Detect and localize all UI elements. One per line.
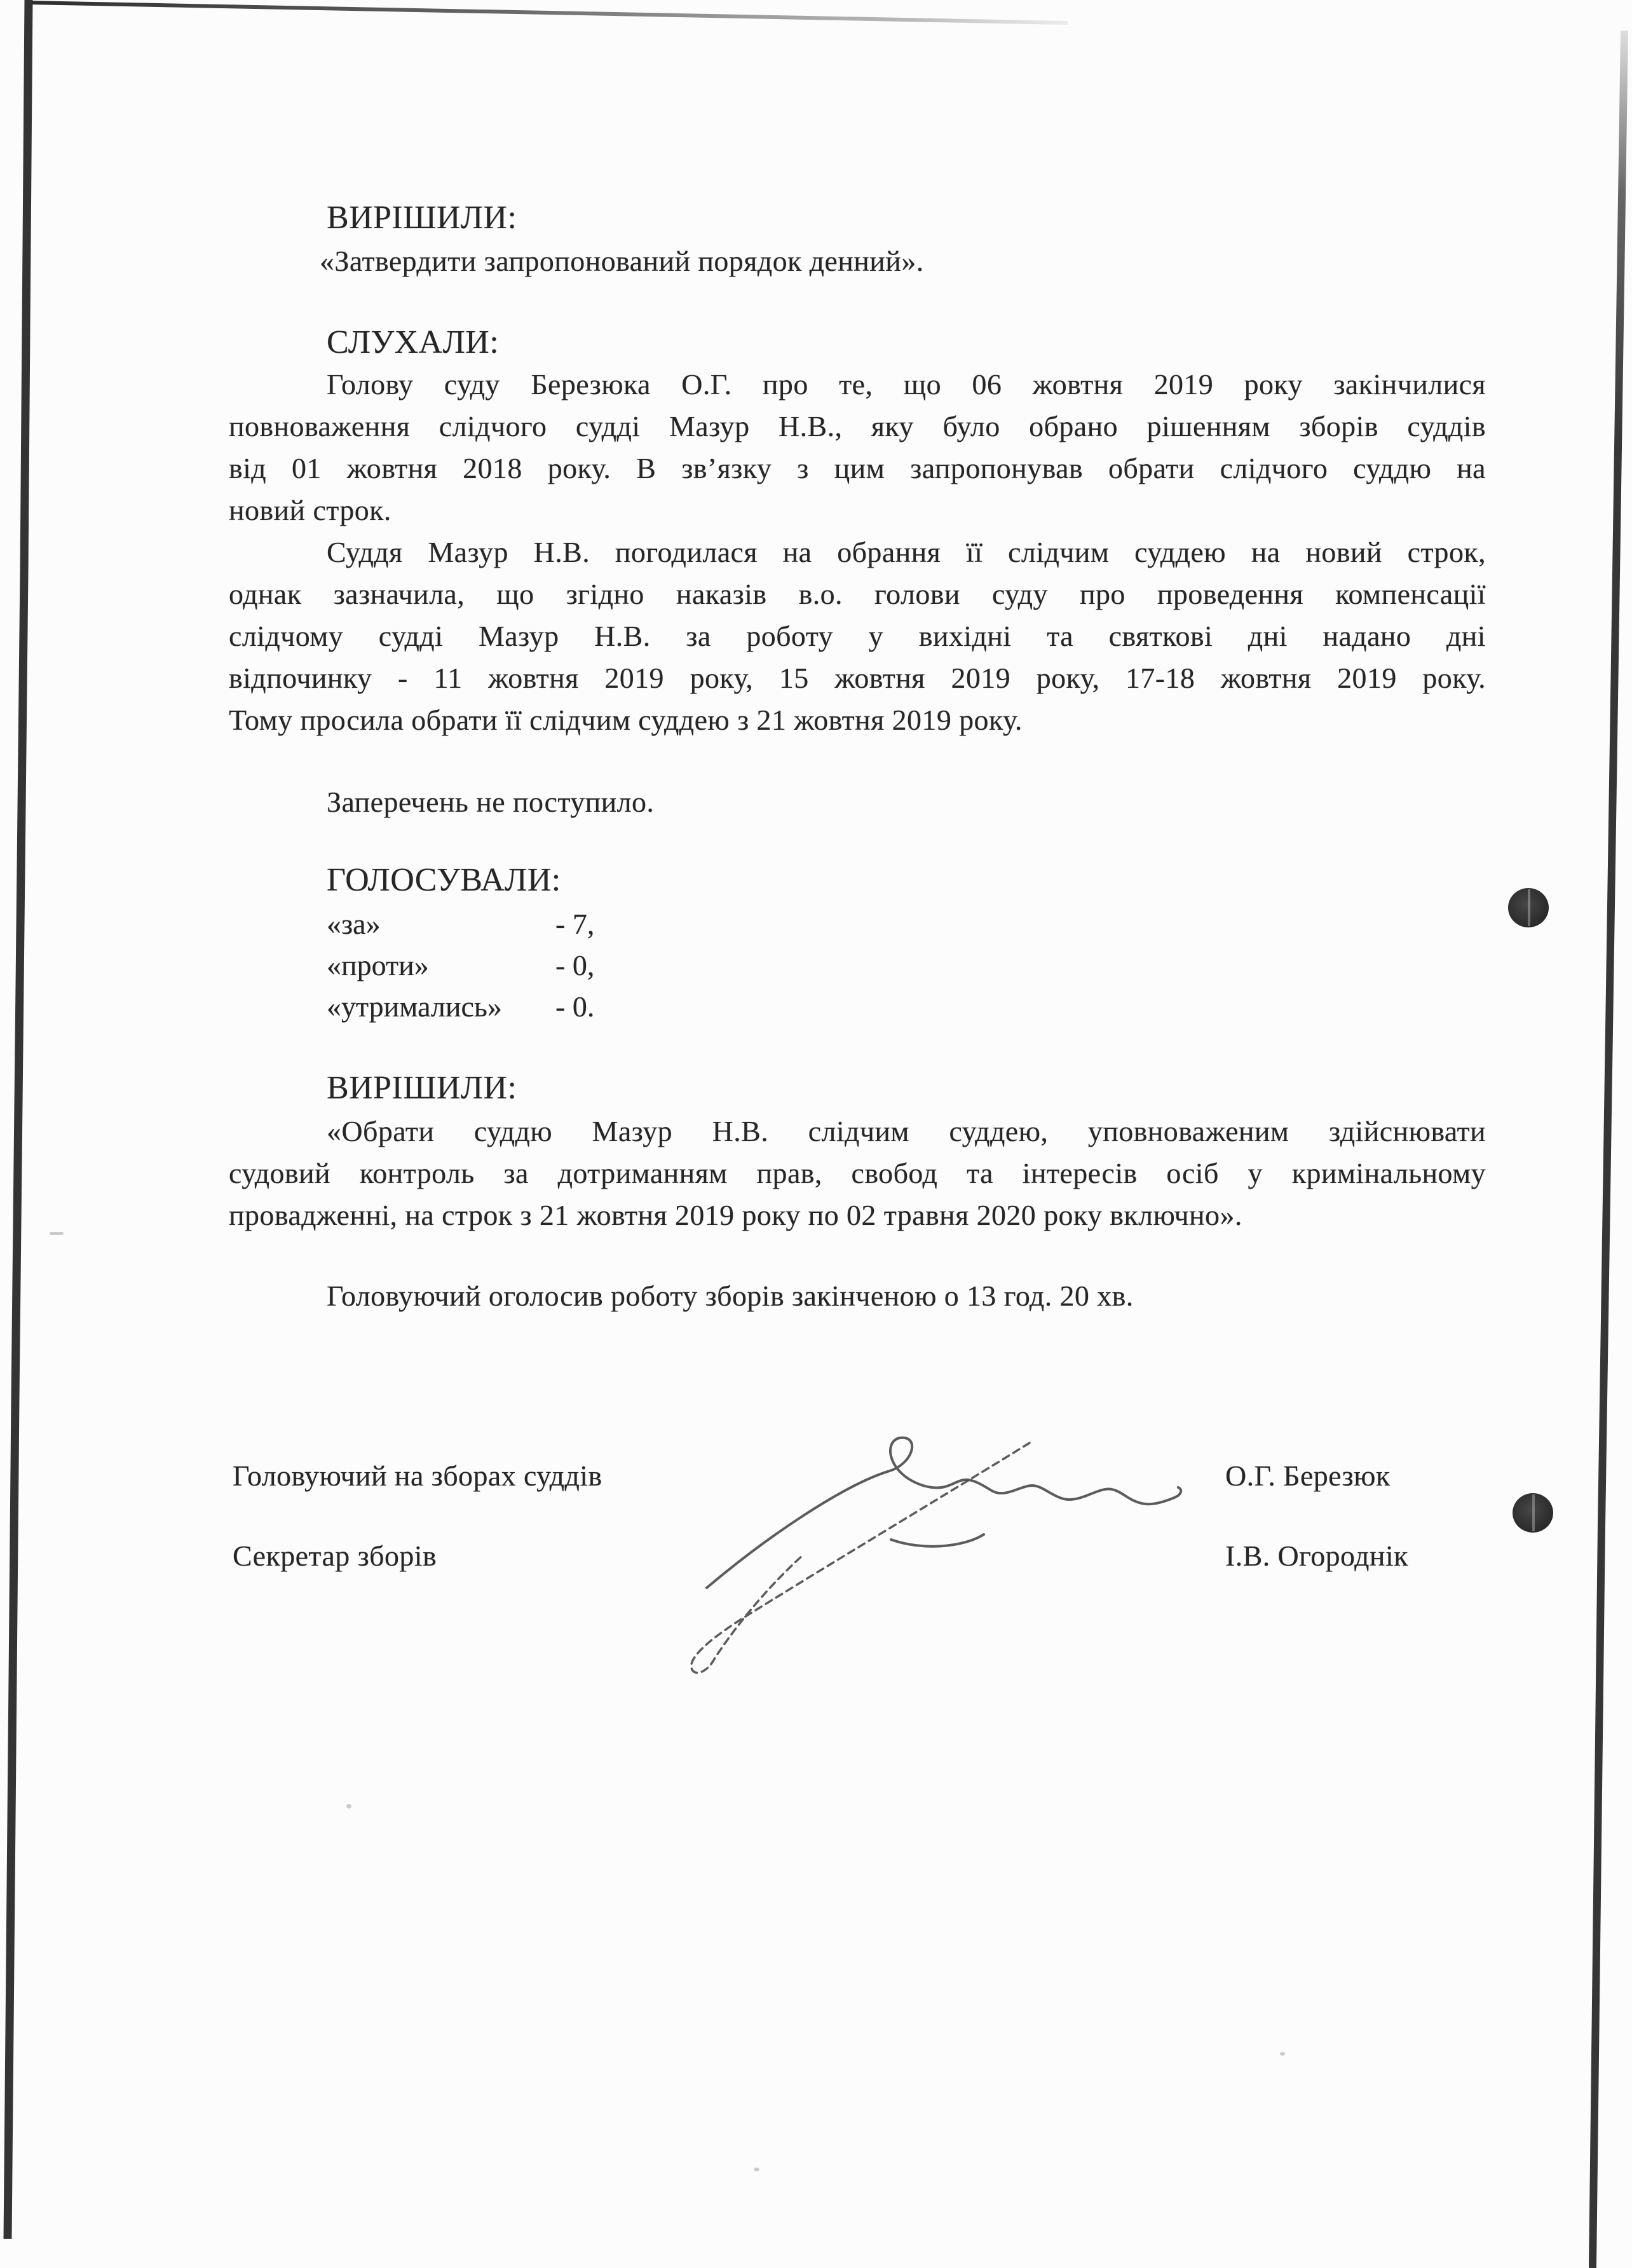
paragraph-line: новий строк. bbox=[229, 494, 391, 526]
signature-role-secretary: Секретар зборів bbox=[233, 1540, 437, 1572]
heard-paragraph-1 bbox=[229, 364, 1486, 531]
vote-row bbox=[327, 945, 594, 987]
signature-name-secretary: І.В. Огороднік bbox=[1225, 1540, 1408, 1572]
heard-paragraph-2 bbox=[229, 531, 1486, 741]
vote-result: - 7, bbox=[555, 908, 595, 940]
hole-punch-mark bbox=[1508, 888, 1549, 927]
hole-punch-mark bbox=[1513, 1493, 1553, 1533]
resolved2-heading: ВИРІШИЛИ: bbox=[327, 1070, 517, 1106]
paragraph-line: відпочинку - 11 жовтня 2019 року, 15 жовтня 2019 року, 17-18 жовтня 2019 року. bbox=[229, 662, 1486, 694]
signature-role-chairman: Головуючий на зборах суддів bbox=[233, 1459, 602, 1492]
scan-speck bbox=[1280, 2052, 1285, 2056]
scan-left-edge-line bbox=[8, 0, 29, 2239]
scan-right-edge-line bbox=[1593, 31, 1624, 2268]
paragraph-line: однак зазначила, що згідно наказів в.о. голови суду про проведення компенсації bbox=[229, 578, 1486, 610]
paragraph-line: судовий контроль за дотриманням прав, свобод та інтересів осіб у кримінальному bbox=[229, 1157, 1486, 1189]
paragraph-line: повноваження слідчого судді Мазур Н.В., яку було обрано рішенням зборів суддів bbox=[229, 410, 1486, 442]
vote-result: - 0, bbox=[555, 949, 595, 981]
heard-heading: СЛУХАЛИ: bbox=[327, 324, 500, 360]
voted-heading: ГОЛОСУВАЛИ: bbox=[327, 862, 561, 898]
resolved1-body-line: «Затвердити запропонований порядок денний». bbox=[320, 245, 924, 277]
resolved2-paragraph bbox=[229, 1110, 1486, 1236]
vote-row bbox=[327, 986, 594, 1028]
closing-line: Головуючий оголосив роботу зборів закінченою о 13 год. 20 хв. bbox=[327, 1280, 1134, 1312]
vote-option: «проти» bbox=[327, 949, 429, 981]
vote-option: «утримались» bbox=[327, 990, 502, 1023]
objections-line: Заперечень не поступило. bbox=[327, 786, 655, 818]
paragraph-line: Суддя Мазур Н.В. погодилася на обрання її слідчим суддею на новий строк, bbox=[327, 536, 1486, 568]
paragraph-line: слідчому судді Мазур Н.В. за роботу у вихідні та святкові дні надано дні bbox=[229, 620, 1486, 652]
scan-speck bbox=[50, 1232, 64, 1235]
paragraph-line: провадженні, на строк з 21 жовтня 2019 року по 02 травня 2020 року включно». bbox=[229, 1199, 1242, 1231]
paragraph-line: від 01 жовтня 2018 року. В зв’язку з цим запропонував обрати слідчого суддю на bbox=[229, 452, 1486, 484]
vote-result: - 0. bbox=[555, 990, 595, 1023]
paragraph-line: Тому просила обрати її слідчим суддею з 21 жовтня 2019 року. bbox=[229, 704, 1023, 736]
signature-name-chairman: О.Г. Березюк bbox=[1225, 1459, 1391, 1492]
vote-row bbox=[327, 903, 594, 945]
paragraph-line: «Обрати суддю Мазур Н.В. слідчим суддею, уповноваженим здійснювати bbox=[327, 1115, 1486, 1147]
vote-option: «за» bbox=[327, 908, 381, 940]
scan-speck bbox=[346, 1804, 351, 1808]
resolved1-heading: ВИРІШИЛИ: bbox=[327, 200, 517, 236]
scan-speck bbox=[754, 2168, 759, 2171]
paragraph-line: Голову суду Березюка О.Г. про те, що 06 жовтня 2019 року закінчилися bbox=[327, 368, 1486, 400]
scan-top-edge-line bbox=[27, 3, 1068, 23]
